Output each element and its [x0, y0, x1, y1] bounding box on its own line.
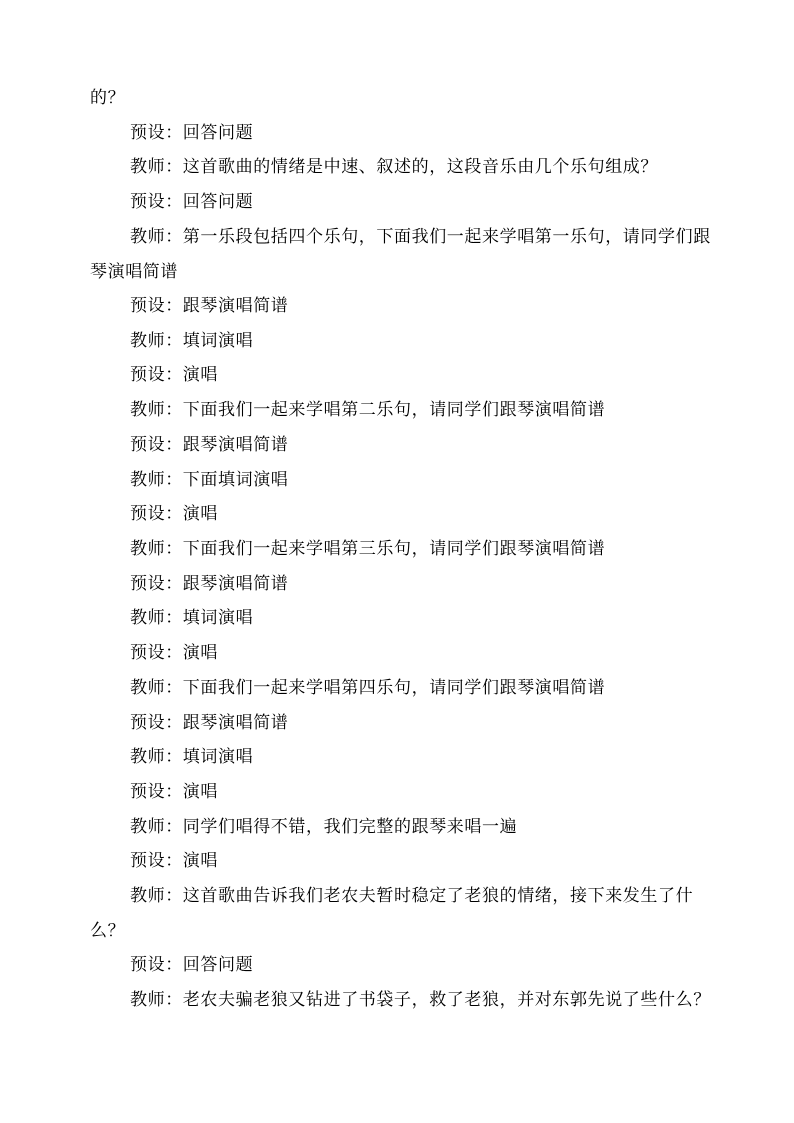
paragraph-12: 预设：演唱	[130, 504, 218, 524]
paragraph-9: 教师：下面我们一起来学唱第二乐句，请同学们跟琴演唱简谱	[130, 400, 606, 420]
paragraph-22: 预设：演唱	[130, 851, 218, 871]
paragraph-25: 教师：老农夫骗老狼又钻进了书袋子，救了老狼，并对东郭先说了些什么？	[130, 990, 711, 1010]
paragraph-23: 教师：这首歌曲告诉我们老农夫暂时稳定了老狼的情绪，接下来发生了什么？	[90, 886, 694, 941]
paragraph-15: 教师：填词演唱	[130, 608, 254, 628]
paragraph-6: 预设：跟琴演唱简谱	[130, 296, 289, 316]
paragraph-17: 教师：下面我们一起来学唱第四乐句，请同学们跟琴演唱简谱	[130, 678, 606, 698]
paragraph-18: 预设：跟琴演唱简谱	[130, 713, 289, 733]
paragraph-24: 预设：回答问题	[130, 955, 254, 975]
paragraph-20: 预设：演唱	[130, 782, 218, 802]
paragraph-14: 预设：跟琴演唱简谱	[130, 574, 289, 594]
paragraph-7: 教师：填词演唱	[130, 331, 254, 351]
paragraph-21: 教师：同学们唱得不错，我们完整的跟琴来唱一遍	[130, 817, 518, 837]
paragraph-1: 的？	[90, 88, 126, 108]
paragraph-2: 预设：回答问题	[130, 123, 254, 143]
paragraph-19: 教师：填词演唱	[130, 747, 254, 767]
paragraph-5: 教师：第一乐段包括四个乐句，下面我们一起来学唱第一乐句，请同学们跟琴演唱简谱	[90, 227, 711, 282]
paragraph-10: 预设：跟琴演唱简谱	[130, 435, 289, 455]
paragraph-8: 预设：演唱	[130, 365, 218, 385]
paragraph-11: 教师：下面填词演唱	[130, 470, 289, 490]
paragraph-3: 教师：这首歌曲的情绪是中速、叙述的，这段音乐由几个乐句组成？	[130, 157, 658, 177]
paragraph-4: 预设：回答问题	[130, 192, 254, 212]
paragraph-13: 教师：下面我们一起来学唱第三乐句，请同学们跟琴演唱简谱	[130, 539, 606, 559]
paragraph-16: 预设：演唱	[130, 643, 218, 663]
